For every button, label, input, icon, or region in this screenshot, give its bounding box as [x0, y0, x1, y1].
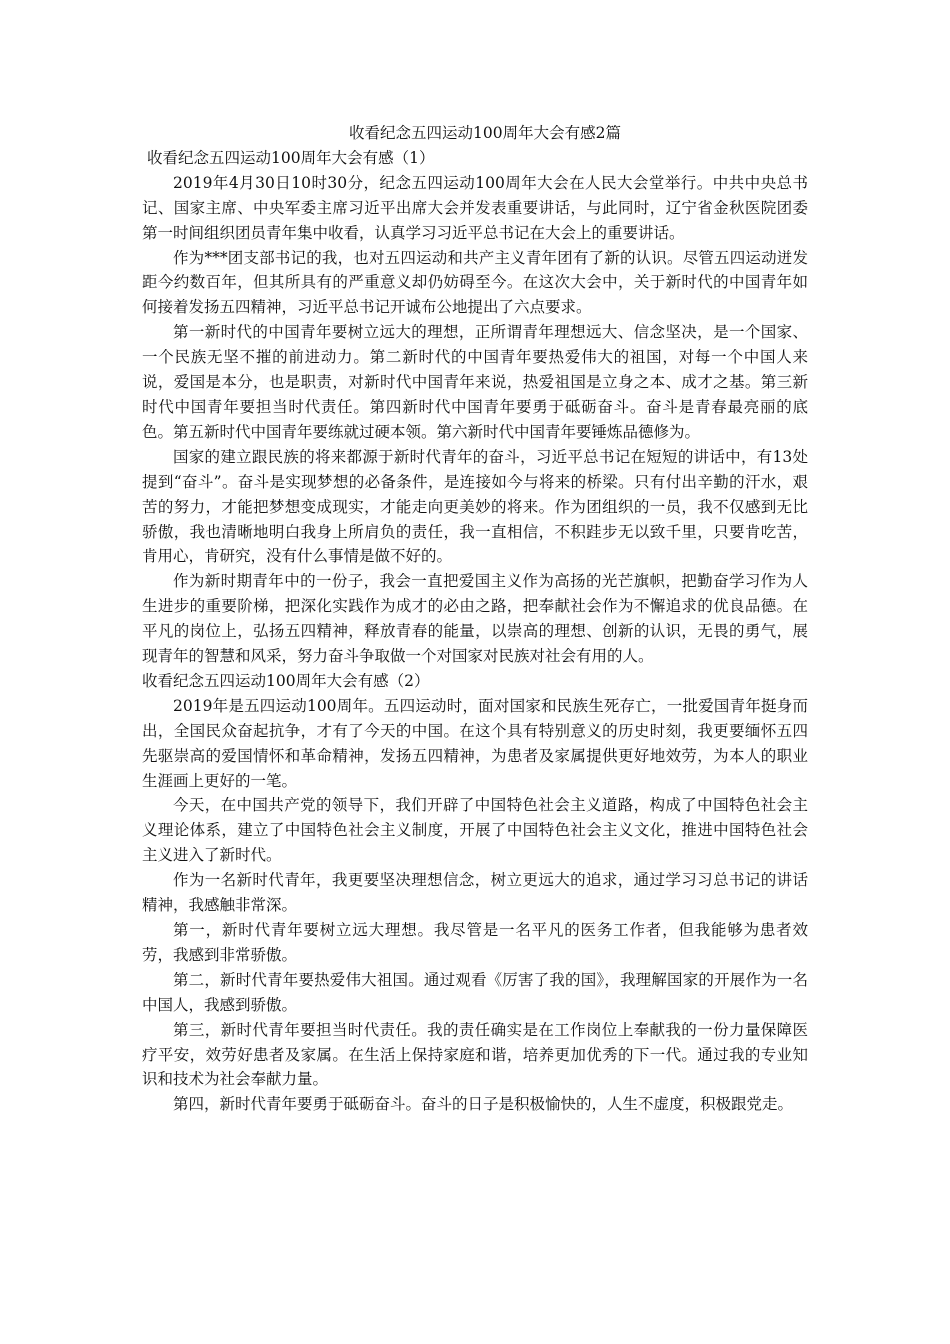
document-title: 收看纪念五四运动100周年大会有感2篇 [349, 124, 621, 142]
paragraph: 作为***团支部书记的我，也对五四运动和共产主义青年团有了新的认识。尽管五四运动迸发距今约数百年，但其所具有的严重意义却仍妨碍至今。在这次大会中，关于新时代的中国青年如何接着发扬五四精神，习近平总书记开诚布公地提出了六点要求。 [142, 248, 808, 317]
paragraph: 第二，新时代青年要热爱伟大祖国。通过观看《厉害了我的国》，我理解国家的开展作为一名中国人，我感到骄傲。 [142, 970, 808, 1014]
paragraph: 第三，新时代青年要担当时代责任。我的责任确实是在工作岗位上奉献我的一份力量保障医疗平安，效劳好患者及家属。在生活上保持家庭和谐，培养更加优秀的下一代。通过我的专业知识和技术为社会奉献力量。 [142, 1020, 808, 1089]
paragraph: 第四，新时代青年要勇于砥砺奋斗。奋斗的日子是积极愉快的，人生不虚度，积极跟党走。 [173, 1095, 794, 1114]
paragraph: 2019年是五四运动100周年。五四运动时，面对国家和民族生死存亡，一批爱国青年挺身而出，全国民众奋起抗争，才有了今天的中国。在这个具有特别意义的历史时刻，我更要缅怀五四先驱崇高的爱国情怀和革命精神，发扬五四精神，为患者及家属提供更好地效劳，为本人的职业生涯画上更好的一笔。 [142, 696, 808, 790]
essay-section-1 [142, 146, 808, 669]
section-heading: 收看纪念五四运动100周年大会有感（2） [142, 671, 430, 690]
paragraph: 作为一名新时代青年，我更要坚决理想信念，树立更远大的追求，通过学习习总书记的讲话精神，我感触非常深。 [142, 871, 808, 915]
paragraph: 国家的建立跟民族的将来都源于新时代青年的奋斗，习近平总书记在短短的讲话中，有13处提到“奋斗”。奋斗是实现梦想的必备条件，是连接如今与将来的桥梁。只有付出辛勤的汗水，艰苦的努力，才能把梦想变成现实，才能走向更美妙的将来。作为团组织的一员，我不仅感到无比骄傲，我也清晰地明白我身上所肩负的责任，我一直相信，不积跬步无以致千里，只要肯吃苦，肯用心，肯研究，没有什么事情是做不好的。 [142, 447, 808, 566]
paragraph: 2019年4月30日10时30分，纪念五四运动100周年大会在人民大会堂举行。中共中央总书记、国家主席、中央军委主席习近平出席大会并发表重要讲话，与此同时，辽宁省金秋医院团委第一时间组织团员青年集中收看，认真学习习近平总书记在大会上的重要讲话。 [142, 173, 808, 242]
paragraph: 第一新时代的中国青年要树立远大的理想，正所谓青年理想远大、信念坚决，是一个国家、一个民族无坚不摧的前进动力。第二新时代的中国青年要热爱伟大的祖国，对每一个中国人来说，爱国是本分，也是职责，对新时代中国青年来说，热爱祖国是立身之本、成才之基。第三新时代中国青年要担当时代责任。第四新时代中国青年要勇于砥砺奋斗。奋斗是青春最亮丽的底色。第五新时代中国青年要练就过硬本领。第六新时代中国青年要锤炼品德修为。 [142, 323, 808, 441]
paragraph: 作为新时期青年中的一份子，我会一直把爱国主义作为高扬的光芒旗帜，把勤奋学习作为人生进步的重要阶梯，把深化实践作为成才的必由之路，把奉献社会作为不懈追求的优良品德。在平凡的岗位上，弘扬五四精神，释放青春的能量，以崇高的理想、创新的认识，无畏的勇气，展现青年的智慧和风采，努力奋斗争取做一个对国家对民族对社会有用的人。 [142, 572, 808, 666]
paragraph: 第一，新时代青年要树立远大理想。我尽管是一名平凡的医务工作者，但我能够为患者效劳，我感到非常骄傲。 [142, 921, 808, 964]
essay-section-2 [142, 669, 808, 1117]
section-heading: 收看纪念五四运动100周年大会有感（1） [147, 148, 435, 167]
paragraph: 今天，在中国共产党的领导下，我们开辟了中国特色社会主义道路，构成了中国特色社会主义理论体系，建立了中国特色社会主义制度，开展了中国特色社会主义文化，推进中国特色社会主义进入了新时代。 [142, 796, 808, 865]
document-body [142, 121, 808, 1117]
